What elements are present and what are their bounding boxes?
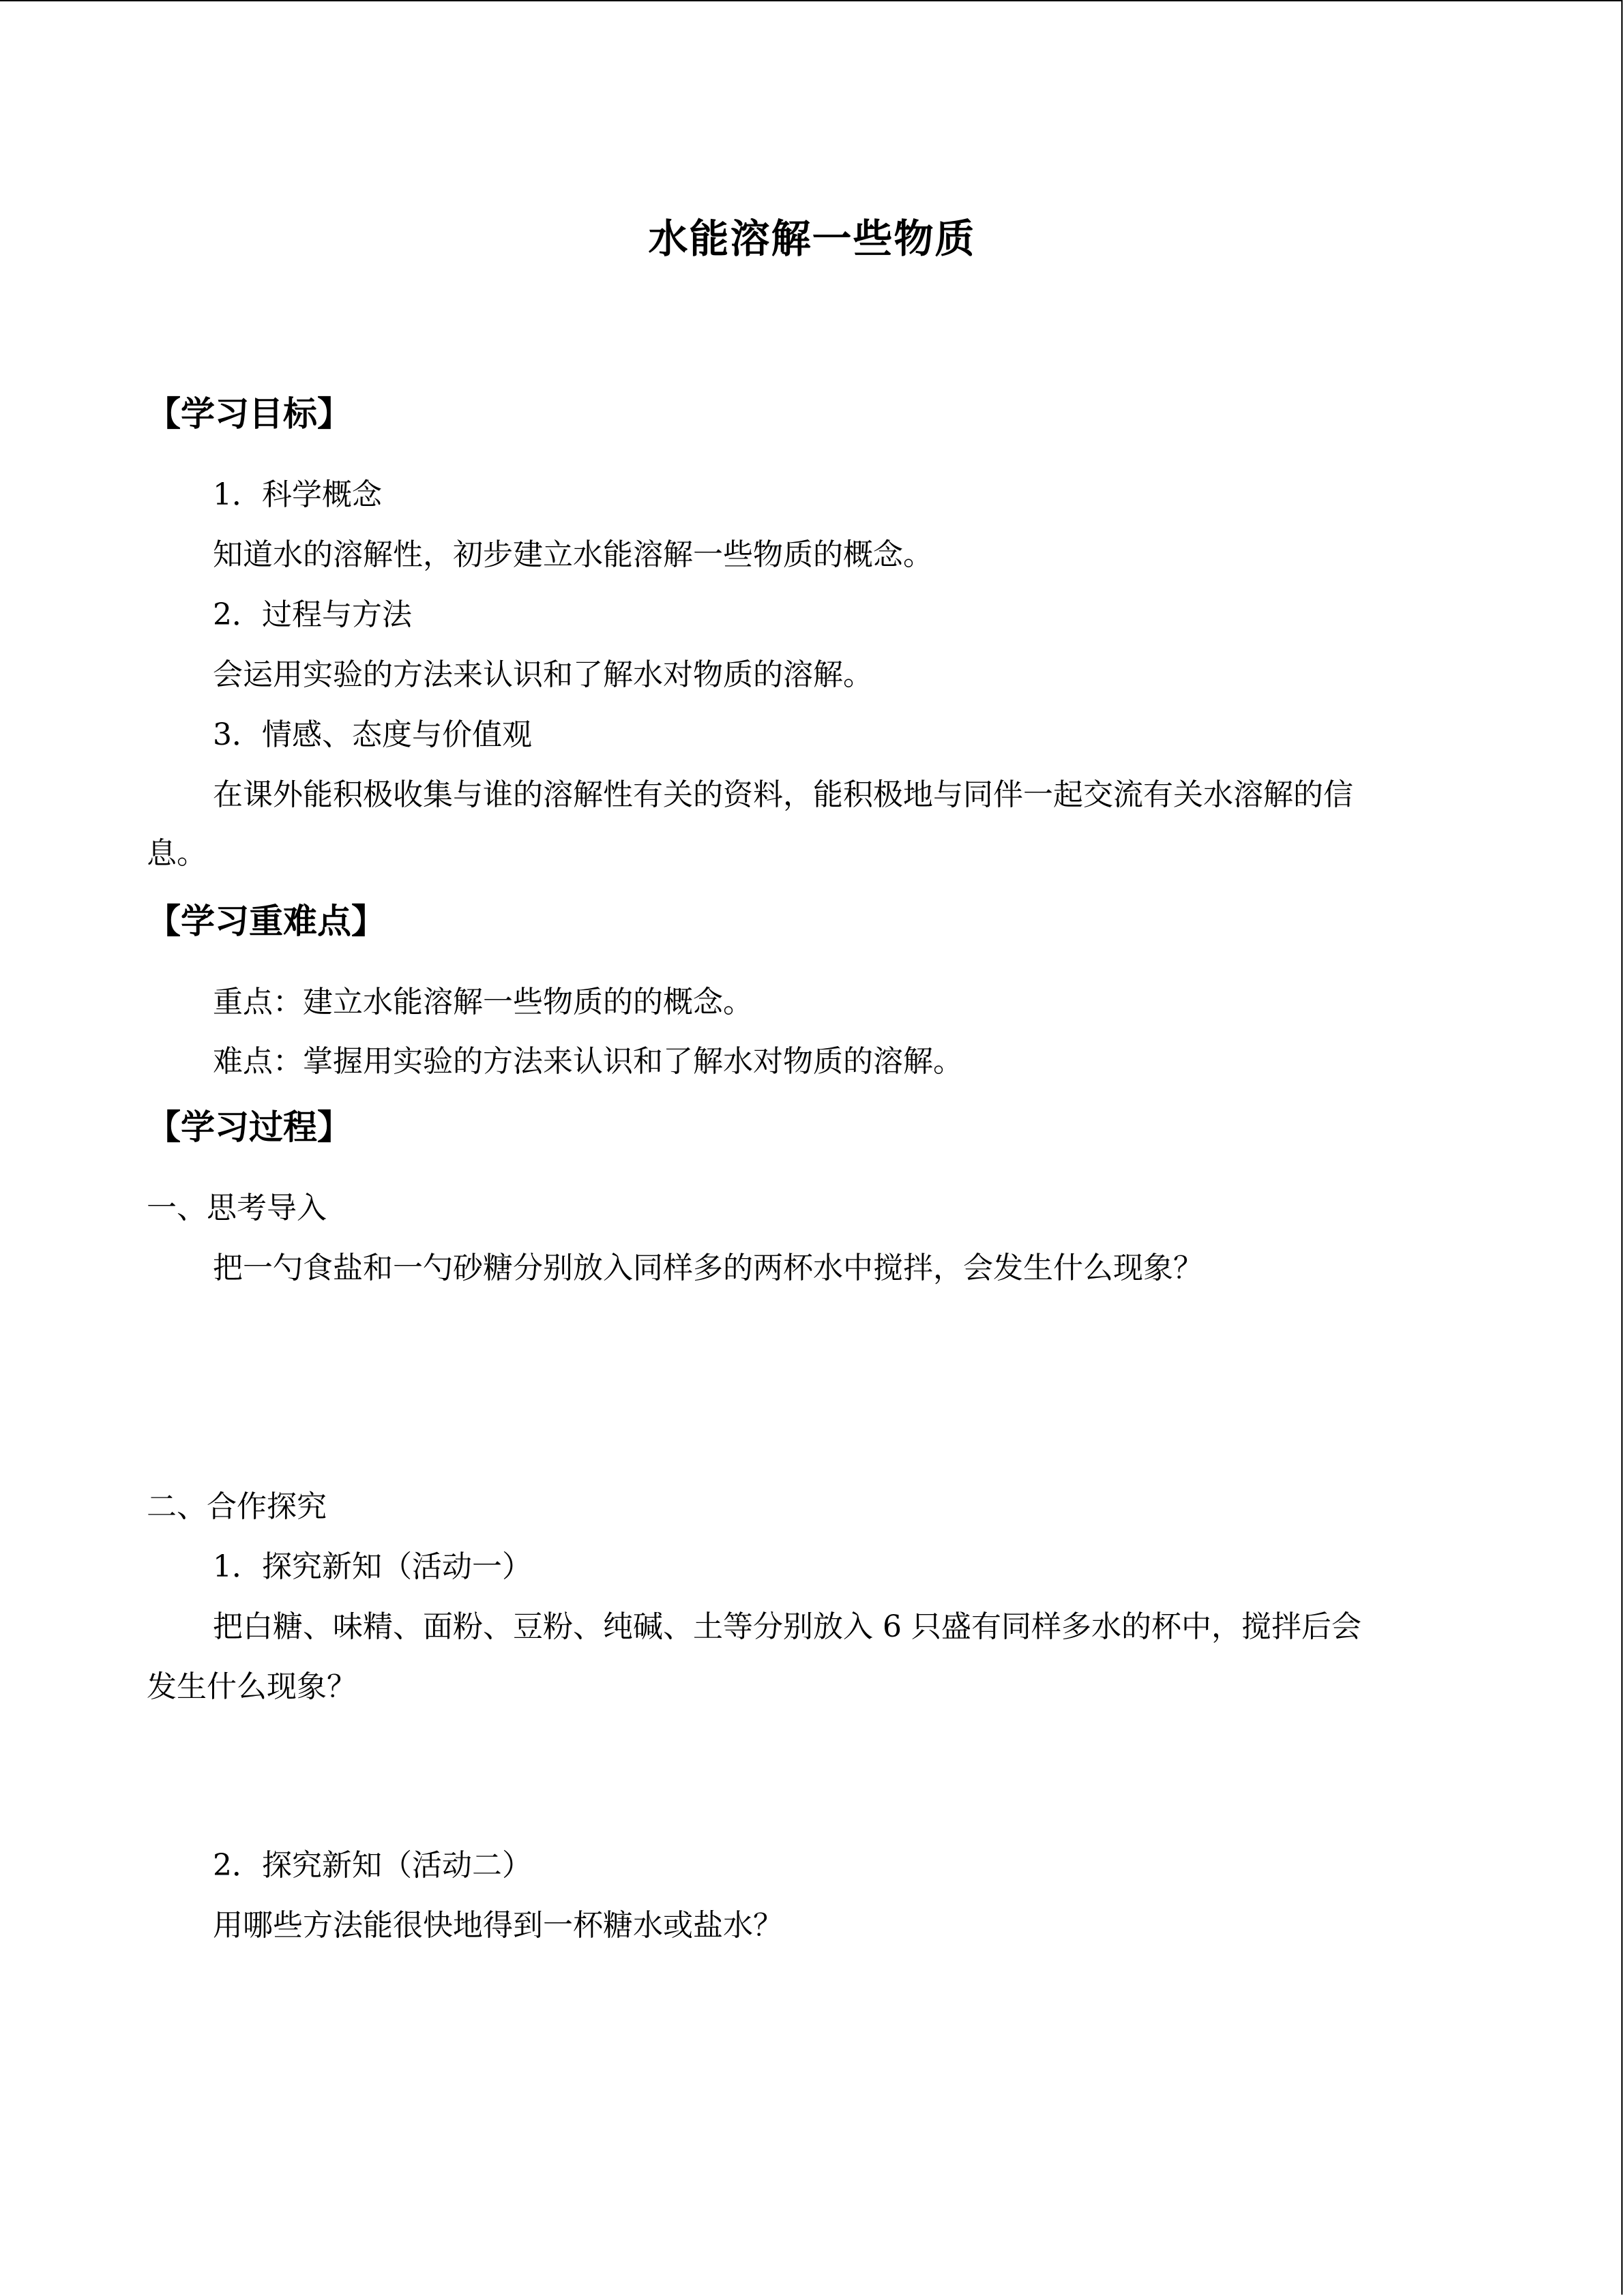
goal-item-3-text-line-2: 息。 bbox=[147, 836, 207, 871]
section-heading-process: 【学习过程】 bbox=[147, 1107, 351, 1147]
goal-item-1-text: 知道水的溶解性，初步建立水能溶解一些物质的概念。 bbox=[213, 537, 933, 572]
goal-item-3-text-line-1: 在课外能积极收集与谁的溶解性有关的资料，能积极地与同伴一起交流有关水溶解的信 bbox=[213, 777, 1353, 812]
key-point: 重点：建立水能溶解一些物质的的概念。 bbox=[213, 985, 753, 1019]
activity-2-title: 2．探究新知（活动二） bbox=[213, 1848, 532, 1883]
part-2-title: 二、合作探究 bbox=[147, 1489, 327, 1524]
section-heading-goals: 【学习目标】 bbox=[147, 394, 351, 434]
document-title: 水能溶解一些物质 bbox=[648, 215, 976, 262]
goal-item-1-title: 1．科学概念 bbox=[213, 477, 382, 512]
goal-item-3-title: 3．情感、态度与价值观 bbox=[213, 717, 532, 752]
difficult-point: 难点：掌握用实验的方法来认识和了解水对物质的溶解。 bbox=[213, 1044, 963, 1079]
activity-1-text-line-1: 把白糖、味精、面粉、豆粉、纯碱、土等分别放入 6 只盛有同样多水的杯中，搅拌后会 bbox=[213, 1609, 1361, 1644]
part-1-title: 一、思考导入 bbox=[147, 1191, 327, 1225]
activity-2-question: 用哪些方法能很快地得到一杯糖水或盐水？ bbox=[213, 1908, 783, 1943]
part-1-question: 把一勺食盐和一勺砂糖分别放入同样多的两杯水中搅拌，会发生什么现象？ bbox=[213, 1251, 1203, 1285]
goal-item-2-title: 2．过程与方法 bbox=[213, 597, 412, 632]
activity-1-text-line-2: 发生什么现象？ bbox=[147, 1669, 357, 1704]
section-heading-key-points: 【学习重难点】 bbox=[147, 901, 385, 941]
goal-item-2-text: 会运用实验的方法来认识和了解水对物质的溶解。 bbox=[213, 657, 873, 692]
activity-1-title: 1．探究新知（活动一） bbox=[213, 1549, 532, 1584]
